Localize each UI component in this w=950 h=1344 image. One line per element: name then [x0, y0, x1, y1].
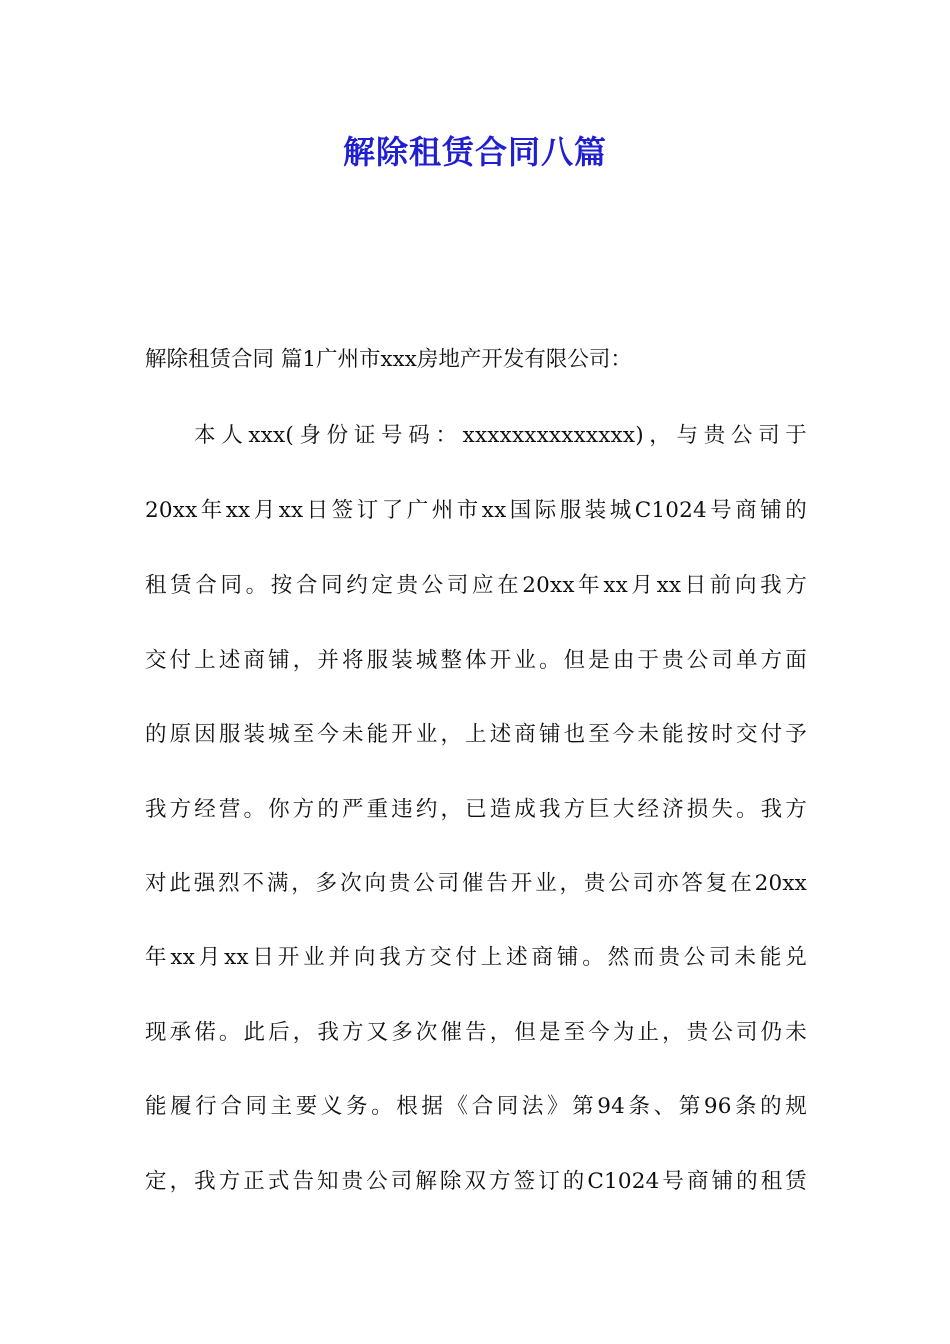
paragraph-line: 对此强烈不满，多次向贵公司催告开业，贵公司亦答复在20xx [145, 871, 807, 896]
paragraph-line: 我方经营。你方的严重违约，已造成我方巨大经济损失。我方 [145, 797, 807, 822]
paragraph-line: 20xx年xx月xx日签订了广州市xx国际服装城C1024号商铺的 [145, 498, 807, 523]
document-title: 解除租赁合同八篇 [342, 133, 607, 171]
intro-line: 解除租赁合同 篇1广州市xxx房地产开发有限公司： [145, 347, 632, 372]
paragraph-line: 现承偌。此后，我方又多次催告，但是至今为止，贵公司仍未 [145, 1020, 807, 1045]
paragraph-line: 年xx月xx日开业并向我方交付上述商铺。然而贵公司未能兑 [145, 945, 807, 970]
paragraph-line: 的原因服装城至今未能开业，上述商铺也至今未能按时交付予 [145, 722, 807, 747]
paragraph-line: 能履行合同主要义务。根据《合同法》第94条、第96条的规 [145, 1094, 807, 1119]
paragraph-line: 交付上述商铺，并将服装城整体开业。但是由于贵公司单方面 [145, 648, 807, 673]
paragraph-line: 本人xxx(身份证号码：xxxxxxxxxxxxxx)，与贵公司于 [194, 423, 807, 448]
paragraph-line: 租赁合同。按合同约定贵公司应在20xx年xx月xx日前向我方 [145, 573, 807, 598]
paragraph-line: 定，我方正式告知贵公司解除双方签订的C1024号商铺的租赁 [145, 1169, 807, 1194]
